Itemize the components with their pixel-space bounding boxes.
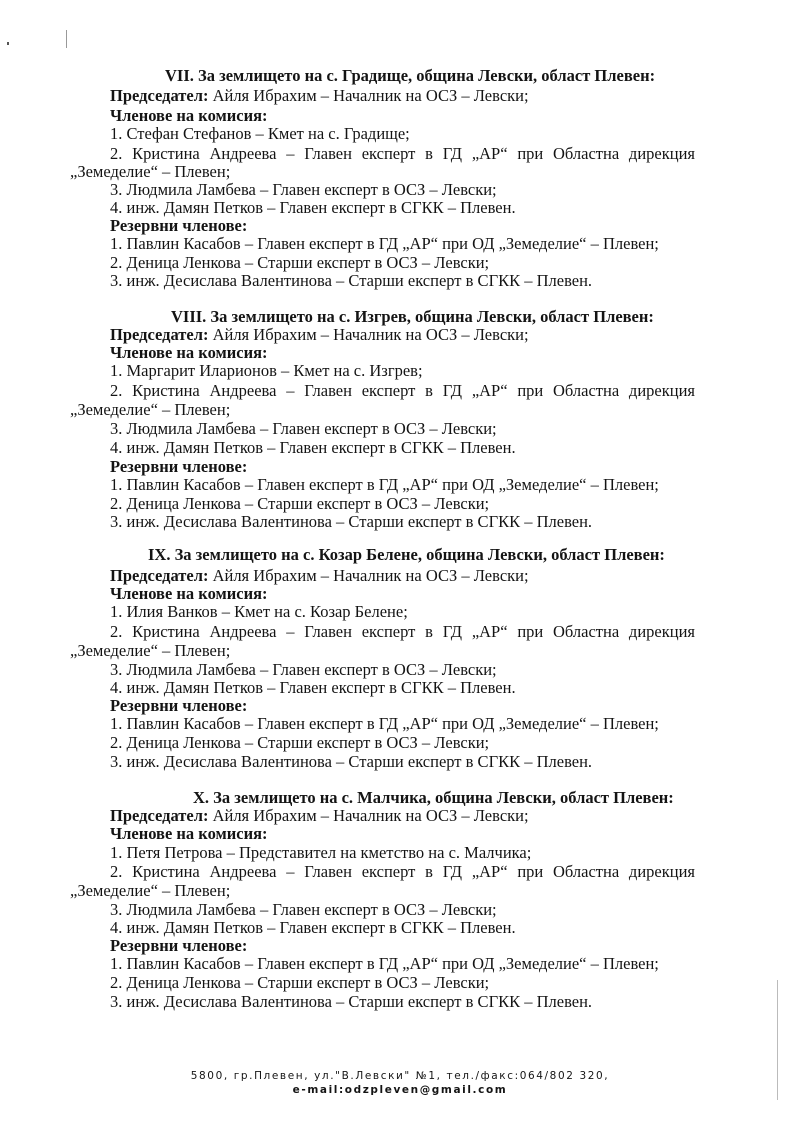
chair-text: Айля Ибрахим – Началник на ОСЗ – Левски; [208, 325, 529, 344]
chair-label: Председател: [110, 325, 209, 344]
reserve-label: Резервни членове: [110, 936, 248, 955]
reserve-item: 1. Павлин Касабов – Главен експерт в ГД „АР“ при ОД „Земеделие“ – Плевен; [110, 234, 659, 253]
reserve-item: 2. Деница Ленкова – Старши експерт в ОСЗ – Левски; [110, 253, 490, 272]
reserve-item: 1. Павлин Касабов – Главен експерт в ГД „АР“ при ОД „Земеделие“ – Плевен; [110, 954, 659, 973]
members-label: Членове на комисия: [110, 106, 268, 125]
reserve-item: 3. инж. Десислава Валентинова – Старши експерт в СГКК – Плевен. [110, 271, 593, 290]
member-item-continuation: „Земеделие“ – Плевен; [70, 400, 231, 419]
member-item: 1. Маргарит Иларионов – Кмет на с. Изгрев; [110, 361, 423, 380]
member-item: 2. Кристина Андреева – Главен експерт в ГД „АР“ при Областна дирекция [110, 144, 695, 163]
reserve-item: 2. Деница Ленкова – Старши експерт в ОСЗ – Левски; [110, 733, 490, 752]
members-label: Членове на комисия: [110, 584, 268, 603]
member-item: 2. Кристина Андреева – Главен експерт в ГД „АР“ при Областна дирекция [110, 862, 695, 881]
reserve-item: 3. инж. Десислава Валентинова – Старши експерт в СГКК – Плевен. [110, 752, 593, 771]
members-label: Членове на комисия: [110, 824, 268, 843]
member-item: 3. Людмила Ламбева – Главен експерт в ОСЗ – Левски; [110, 419, 497, 438]
member-item: 1. Илия Ванков – Кмет на с. Козар Белене; [110, 602, 408, 621]
chair-line [110, 87, 529, 105]
reserve-item: 1. Павлин Касабов – Главен експерт в ГД „АР“ при ОД „Земеделие“ – Плевен; [110, 714, 659, 733]
chair-label: Председател: [110, 806, 209, 825]
scan-artifact [66, 30, 67, 48]
reserve-item: 2. Деница Ленкова – Старши експерт в ОСЗ – Левски; [110, 494, 490, 513]
footer-email: e-mail:odzpleven@gmail.com [292, 1084, 508, 1096]
reserve-item: 1. Павлин Касабов – Главен експерт в ГД „АР“ при ОД „Земеделие“ – Плевен; [110, 475, 659, 494]
member-item-continuation: „Земеделие“ – Плевен; [70, 881, 231, 900]
section-title: VII. За землището на с. Градище, община Левски, област Плевен: [165, 66, 656, 85]
member-item: 3. Людмила Ламбева – Главен експерт в ОСЗ – Левски; [110, 660, 497, 679]
reserve-label: Резервни членове: [110, 216, 248, 235]
chair-text: Айля Ибрахим – Началник на ОСЗ – Левски; [208, 806, 529, 825]
member-item: 2. Кристина Андреева – Главен експерт в ГД „АР“ при Областна дирекция [110, 381, 695, 400]
member-item: 3. Людмила Ламбева – Главен експерт в ОСЗ – Левски; [110, 900, 497, 919]
member-item: 1. Петя Петрова – Представител на кметство на с. Малчика; [110, 843, 532, 862]
reserve-item: 3. инж. Десислава Валентинова – Старши експерт в СГКК – Плевен. [110, 512, 593, 531]
chair-text: Айля Ибрахим – Началник на ОСЗ – Левски; [208, 566, 529, 585]
section-title: X. За землището на с. Малчика, община Левски, област Плевен: [193, 788, 674, 807]
chair-text: Айля Ибрахим – Началник на ОСЗ – Левски; [208, 86, 529, 105]
reserve-label: Резервни членове: [110, 457, 248, 476]
member-item-continuation: „Земеделие“ – Плевен; [70, 641, 231, 660]
member-item: 3. Людмила Ламбева – Главен експерт в ОСЗ – Левски; [110, 180, 497, 199]
members-label: Членове на комисия: [110, 343, 268, 362]
chair-line [110, 807, 529, 825]
member-item-continuation: „Земеделие“ – Плевен; [70, 162, 231, 181]
section-title: IX. За землището на с. Козар Белене, община Левски, област Плевен: [148, 545, 665, 564]
member-item: 1. Стефан Стефанов – Кмет на с. Градище; [110, 124, 410, 143]
reserve-item: 3. инж. Десислава Валентинова – Старши експерт в СГКК – Плевен. [110, 992, 593, 1011]
section-title: VIII. За землището на с. Изгрев, община Левски, област Плевен: [171, 307, 654, 326]
chair-label: Председател: [110, 86, 209, 105]
chair-line [110, 567, 529, 585]
member-item: 2. Кристина Андреева – Главен експерт в ГД „АР“ при Областна дирекция [110, 622, 695, 641]
reserve-item: 2. Деница Ленкова – Старши експерт в ОСЗ – Левски; [110, 973, 490, 992]
reserve-label: Резервни членове: [110, 696, 248, 715]
chair-line [110, 326, 529, 344]
member-item: 4. инж. Дамян Петков – Главен експерт в СГКК – Плевен. [110, 198, 516, 217]
chair-label: Председател: [110, 566, 209, 585]
footer-address: 5800, гр.Плевен, ул."В.Левски" №1, тел./факс:064/802 320, [190, 1070, 610, 1082]
scan-artifact [7, 42, 9, 45]
member-item: 4. инж. Дамян Петков – Главен експерт в СГКК – Плевен. [110, 918, 516, 937]
member-item: 4. инж. Дамян Петков – Главен експерт в СГКК – Плевен. [110, 678, 516, 697]
member-item: 4. инж. Дамян Петков – Главен експерт в СГКК – Плевен. [110, 438, 516, 457]
